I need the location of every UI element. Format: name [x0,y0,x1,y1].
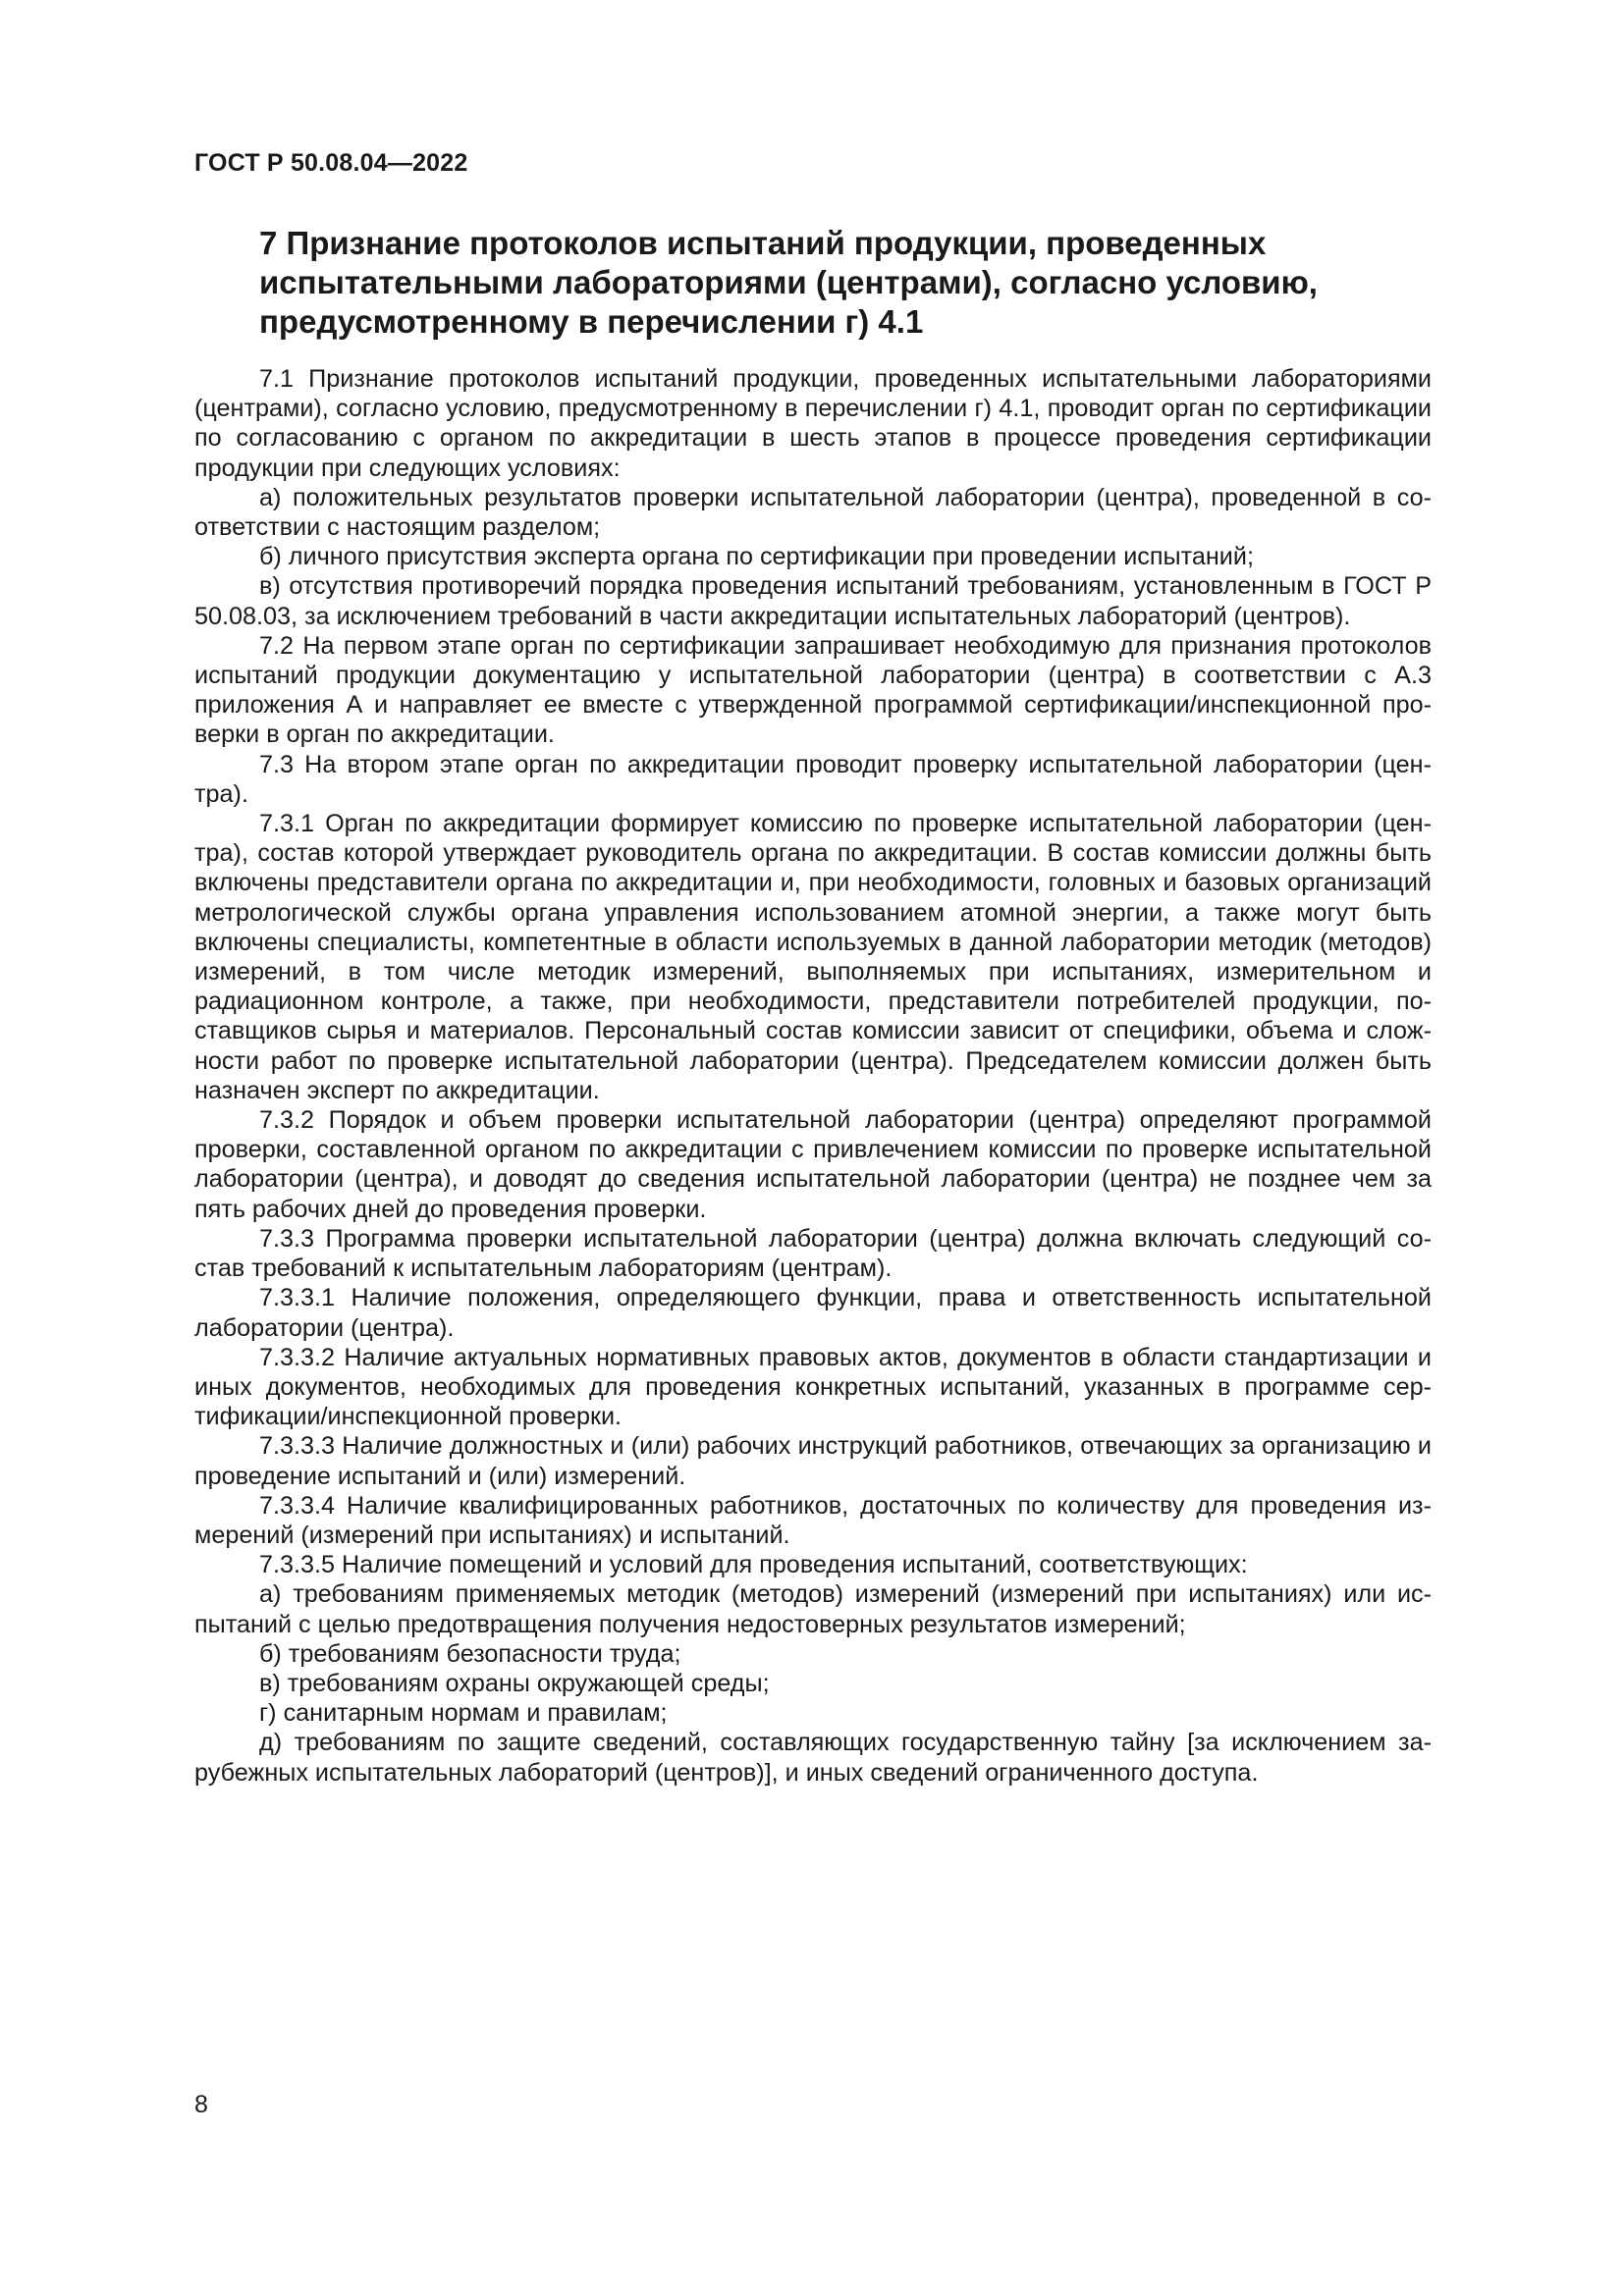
page-number: 8 [194,2091,208,2118]
paragraph-7-3-3-2: 7.3.3.2 Наличие актуальных нормативных правовых актов, документов в области стандартизации и иных документов, необходимых для проведения конкретных испытаний, указанных в программе сертификации/инспекционной проверки. [194,1343,1432,1431]
paragraph-7-3-1: 7.3.1 Орган по аккредитации формирует комиссию по проверке испытательной лаборатории (центра), состав которой утверждает руководитель органа по аккредитации. В состав комиссии должны быть включены представители органа по аккредитации и, при необходимости, головных и базовых организаций метрологической службы органа управления использованием атомной энергии, а также могут быть включены специалисты, компетентные в области используемых в данной лаборатории методик (методов) измерений, в том числе методик измерений, выполняемых при испытаниях, измерительном и радиационном контроле, а также, при необходимости, представители потребителей продукции, поставщиков сырья и материалов. Персональный состав комиссии зависит от специфики, объема и сложности работ по проверке испытательной лаборатории (центра). Председателем комиссии должен быть назначен эксперт по аккредитации. [194,810,1432,1104]
paragraph-7-2: 7.2 На первом этапе орган по сертификации запрашивает необходимую для признания протоколов испытаний продукции документацию у испытательной лаборатории (центра) в соответствии с А.3 приложения А и направляет ее вместе с утвержденной программой сертификации/инспекционной проверки в орган по аккредитации. [194,631,1432,749]
paragraph-7-1: 7.1 Признание протоколов испытаний продукции, проведенных испытательными лабораториями (центрами), согласно условию, предусмотренному в перечислении г) 4.1, проводит орган по сертификации по согласованию с органом по аккредитации в шесть этапов в процессе проведения сертификации продукции при следующих условиях: [194,365,1432,482]
paragraph-7-3-3-5-g: г) санитарным нормам и правилам; [259,1699,668,1728]
paragraph-7-1-a: а) положительных результатов проверки испытательной лаборатории (центра), проведенной в соответствии с настоящим разделом; [194,483,1432,542]
paragraph-7-3-3-4: 7.3.3.4 Наличие квалифицированных работников, достаточных по количеству для проведения измерений (измерений при испытаниях) и испытаний. [194,1491,1432,1549]
document-code: ГОСТ Р 50.08.04—2022 [194,149,468,177]
section-title: 7 Признание протоколов испытаний продукции, проведенных испытательными лабораториями (центрами), согласно условию, предусмотренному в перечислении г) 4.1 [259,225,1318,340]
paragraph-7-3-3-3: 7.3.3.3 Наличие должностных и (или) рабочих инструкций работников, отвечающих за организацию и проведение испытаний и (или) измерений. [194,1432,1432,1490]
paragraph-7-3-3-5-a: а) требованиям применяемых методик (методов) измерений (измерений при испытаниях) или испытаний с целью предотвращения получения недостоверных результатов измерений; [194,1580,1432,1638]
paragraph-7-3-3: 7.3.3 Программа проверки испытательной лаборатории (центра) должна включать следующий состав требований к испытательным лабораториям (центрам). [194,1224,1432,1283]
paragraph-7-3-3-5-v: в) требованиям охраны окружающей среды; [259,1669,770,1697]
paragraph-7-3-2: 7.3.2 Порядок и объем проверки испытательной лаборатории (центра) определяют программой проверки, составленной органом по аккредитации с привлечением комиссии по проверке испытательной лаборатории (центра), и доводят до сведения испытательной лаборатории (центра) не позднее чем за пять рабочих дней до проведения проверки. [194,1106,1432,1223]
paragraph-7-1-v: в) отсутствия противоречий порядка проведения испытаний требованиям, установленным в ГОСТ Р 50.08.03, за исключением требований в части аккредитации испытательных лабораторий (центров). [194,572,1432,630]
paragraph-7-3-3-1: 7.3.3.1 Наличие положения, определяющего функции, права и ответственность испытательной лаборатории (центра). [194,1284,1432,1342]
body-text [194,364,1432,1788]
paragraph-7-3-3-5-d: д) требованиям по защите сведений, составляющих государственную тайну [за исключением зарубежных испытательных лабораторий (центров)], и иных сведений ограниченного доступа. [194,1729,1432,1787]
paragraph-7-3: 7.3 На втором этапе орган по аккредитации проводит проверку испытательной лаборатории (центра). [194,750,1432,808]
paragraph-7-3-3-5-b: б) требованиям безопасности труда; [259,1639,681,1668]
paragraph-7-1-b: б) личного присутствия эксперта органа по сертификации при проведении испытаний; [259,543,1254,571]
paragraph-7-3-3-5: 7.3.3.5 Наличие помещений и условий для проведения испытаний, соответствующих: [259,1551,1248,1579]
